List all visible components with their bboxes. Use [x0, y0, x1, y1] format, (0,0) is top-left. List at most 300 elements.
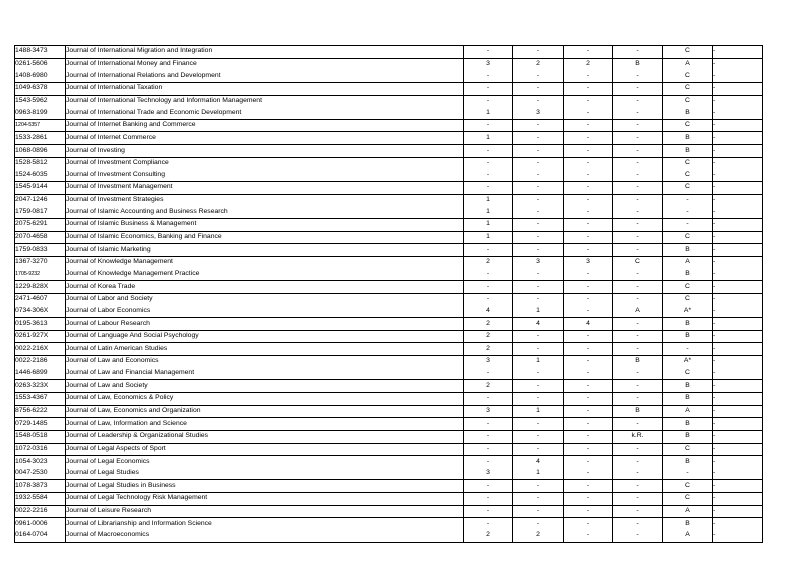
issn-cell: 2075-6291 — [15, 218, 66, 231]
rating-cell-3: - — [564, 194, 613, 206]
rating-cell-4: - — [613, 107, 663, 119]
table-row — [15, 493, 763, 506]
rating-cell-3: - — [564, 119, 613, 132]
journal-title-cell: Journal of Internet Banking and Commerce — [66, 119, 464, 132]
journal-title-cell: Journal of Leadership & Organizational Studies — [66, 430, 464, 443]
rating-cell-5: C — [663, 82, 713, 95]
rating-cell-5: C — [663, 368, 713, 380]
journal-title-cell: Journal of Law, Economics and Organization — [66, 405, 464, 418]
rating-cell-1: 2 — [464, 530, 513, 542]
rating-cell-1: 1 — [464, 218, 513, 231]
rating-cell-3: - — [564, 368, 613, 380]
rating-cell-5: B — [663, 518, 713, 530]
rating-cell-6: - — [713, 318, 763, 331]
rating-cell-4: B — [613, 58, 663, 70]
table-row — [15, 430, 763, 443]
rating-cell-3: - — [564, 392, 613, 405]
rating-cell-2: - — [513, 330, 564, 343]
issn-cell: 8756-6222 — [15, 405, 66, 418]
journal-title-cell: Journal of Legal Technology Risk Management — [66, 493, 464, 506]
rating-cell-6: - — [713, 505, 763, 518]
rating-cell-1: - — [464, 145, 513, 158]
rating-cell-4: - — [613, 82, 663, 95]
issn-cell: 1759-0817 — [15, 206, 66, 218]
rating-cell-5: C — [663, 493, 713, 506]
table-row — [15, 356, 763, 368]
rating-cell-5: A — [663, 405, 713, 418]
issn-cell: 1367-3270 — [15, 256, 66, 268]
issn-cell: 1204-5357 — [15, 119, 66, 132]
rating-cell-6: - — [713, 281, 763, 294]
rating-cell-4: - — [613, 343, 663, 356]
rating-cell-2: - — [513, 343, 564, 356]
rating-cell-6: - — [713, 269, 763, 281]
rating-cell-5: C — [663, 293, 713, 305]
table-row — [15, 418, 763, 431]
rating-cell-5: B — [663, 392, 713, 405]
rating-cell-6: - — [713, 70, 763, 82]
rating-cell-4: - — [613, 169, 663, 181]
issn-cell: 2471-4607 — [15, 293, 66, 305]
rating-cell-4: A — [613, 305, 663, 317]
rating-cell-2: - — [513, 518, 564, 530]
journal-title-cell: Journal of Investment Compliance — [66, 157, 464, 169]
journal-ratings-table — [14, 45, 763, 543]
rating-cell-3: - — [564, 418, 613, 431]
rating-cell-4: - — [613, 530, 663, 542]
table-row — [15, 194, 763, 206]
rating-cell-2: - — [513, 82, 564, 95]
rating-cell-1: 2 — [464, 380, 513, 393]
issn-cell: 0261-5606 — [15, 58, 66, 70]
rating-cell-4: - — [613, 443, 663, 456]
rating-cell-2: - — [513, 493, 564, 506]
table-row — [15, 119, 763, 132]
issn-cell: 0022-2186 — [15, 356, 66, 368]
rating-cell-2: - — [513, 119, 564, 132]
rating-cell-3: - — [564, 380, 613, 393]
table-row — [15, 157, 763, 169]
rating-cell-3: - — [564, 493, 613, 506]
rating-cell-3: - — [564, 169, 613, 181]
rating-cell-1: 2 — [464, 318, 513, 331]
rating-cell-6: - — [713, 256, 763, 268]
rating-cell-6: - — [713, 293, 763, 305]
journal-title-cell: Journal of Macroeconomics — [66, 530, 464, 542]
table-row — [15, 468, 763, 480]
rating-cell-4: - — [613, 493, 663, 506]
journal-title-cell: Journal of Investment Consulting — [66, 169, 464, 181]
journal-title-cell: Journal of Law, Economics & Policy — [66, 392, 464, 405]
journal-title-cell: Journal of Islamic Economics, Banking and Finance — [66, 231, 464, 244]
rating-cell-6: - — [713, 169, 763, 181]
rating-cell-2: - — [513, 194, 564, 206]
rating-cell-3: - — [564, 46, 613, 59]
rating-cell-4: - — [613, 368, 663, 380]
rating-cell-5: C — [663, 231, 713, 244]
rating-cell-6: - — [713, 132, 763, 145]
issn-cell: 1548-0518 — [15, 430, 66, 443]
rating-cell-4: - — [613, 95, 663, 107]
table-row — [15, 443, 763, 456]
journal-title-cell: Journal of Islamic Accounting and Business Research — [66, 206, 464, 218]
rating-cell-6: - — [713, 182, 763, 195]
rating-cell-3: - — [564, 182, 613, 195]
journal-title-cell: Journal of Law and Society — [66, 380, 464, 393]
journal-title-cell: Journal of International Trade and Economic Development — [66, 107, 464, 119]
rating-cell-6: - — [713, 418, 763, 431]
table-row — [15, 480, 763, 493]
rating-cell-3: 3 — [564, 256, 613, 268]
rating-cell-5: B — [663, 330, 713, 343]
table-row — [15, 132, 763, 145]
issn-cell: 1543-5962 — [15, 95, 66, 107]
rating-cell-4: - — [613, 46, 663, 59]
rating-cell-2: 2 — [513, 58, 564, 70]
rating-cell-5: C — [663, 169, 713, 181]
rating-cell-1: - — [464, 46, 513, 59]
rating-cell-6: - — [713, 343, 763, 356]
rating-cell-3: - — [564, 456, 613, 468]
rating-cell-2: - — [513, 269, 564, 281]
table-row — [15, 380, 763, 393]
table-row — [15, 269, 763, 281]
journal-title-cell: Journal of Law, Information and Science — [66, 418, 464, 431]
issn-cell: 1528-5812 — [15, 157, 66, 169]
issn-cell: 1049-6378 — [15, 82, 66, 95]
rating-cell-1: 4 — [464, 305, 513, 317]
rating-cell-2: - — [513, 244, 564, 257]
issn-cell: 1446-6899 — [15, 368, 66, 380]
issn-cell: 0022-2216 — [15, 505, 66, 518]
rating-cell-5: B — [663, 456, 713, 468]
rating-cell-3: - — [564, 218, 613, 231]
rating-cell-5: C — [663, 480, 713, 493]
rating-cell-2: - — [513, 206, 564, 218]
rating-cell-4: - — [613, 119, 663, 132]
rating-cell-2: - — [513, 157, 564, 169]
rating-cell-4: B — [613, 405, 663, 418]
table-row — [15, 330, 763, 343]
rating-cell-4: - — [613, 218, 663, 231]
table-row — [15, 281, 763, 294]
journal-title-cell: Journal of Leisure Research — [66, 505, 464, 518]
rating-cell-3: - — [564, 405, 613, 418]
rating-cell-6: - — [713, 58, 763, 70]
table-row — [15, 405, 763, 418]
rating-cell-2: - — [513, 169, 564, 181]
rating-cell-6: - — [713, 231, 763, 244]
table-row — [15, 206, 763, 218]
rating-cell-6: - — [713, 244, 763, 257]
rating-cell-2: - — [513, 443, 564, 456]
rating-cell-5: C — [663, 157, 713, 169]
rating-cell-2: 1 — [513, 468, 564, 480]
issn-cell: 1524-6035 — [15, 169, 66, 181]
rating-cell-3: - — [564, 244, 613, 257]
rating-cell-2: 1 — [513, 305, 564, 317]
rating-cell-1: - — [464, 368, 513, 380]
rating-cell-2: - — [513, 368, 564, 380]
rating-cell-2: 4 — [513, 318, 564, 331]
rating-cell-6: - — [713, 206, 763, 218]
rating-cell-4: - — [613, 480, 663, 493]
rating-cell-5: A — [663, 58, 713, 70]
rating-cell-4: - — [613, 157, 663, 169]
journal-title-cell: Journal of Islamic Marketing — [66, 244, 464, 257]
rating-cell-4: - — [613, 456, 663, 468]
rating-cell-1: - — [464, 430, 513, 443]
rating-cell-5: C — [663, 70, 713, 82]
journal-title-cell: Journal of Language And Social Psychology — [66, 330, 464, 343]
table-row — [15, 456, 763, 468]
rating-cell-6: - — [713, 392, 763, 405]
rating-cell-6: - — [713, 107, 763, 119]
rating-cell-2: - — [513, 218, 564, 231]
rating-cell-1: - — [464, 456, 513, 468]
rating-cell-4: - — [613, 392, 663, 405]
rating-cell-5: C — [663, 46, 713, 59]
rating-cell-3: - — [564, 305, 613, 317]
journal-title-cell: Journal of Investment Strategies — [66, 194, 464, 206]
rating-cell-1: 3 — [464, 468, 513, 480]
table-row — [15, 82, 763, 95]
rating-cell-3: - — [564, 82, 613, 95]
rating-cell-5: B — [663, 318, 713, 331]
rating-cell-6: - — [713, 456, 763, 468]
rating-cell-1: 1 — [464, 206, 513, 218]
rating-cell-3: 2 — [564, 58, 613, 70]
issn-cell: 0734-306X — [15, 305, 66, 317]
rating-cell-1: - — [464, 70, 513, 82]
journal-title-cell: Journal of Legal Studies in Business — [66, 480, 464, 493]
rating-cell-5: B — [663, 269, 713, 281]
rating-cell-5: - — [663, 218, 713, 231]
rating-cell-5: C — [663, 443, 713, 456]
rating-cell-6: - — [713, 480, 763, 493]
rating-cell-2: - — [513, 145, 564, 158]
rating-cell-4: - — [613, 244, 663, 257]
rating-cell-6: - — [713, 194, 763, 206]
issn-cell: 1545-9144 — [15, 182, 66, 195]
rating-cell-4: - — [613, 182, 663, 195]
rating-cell-4: - — [613, 70, 663, 82]
rating-cell-3: - — [564, 480, 613, 493]
rating-cell-2: - — [513, 132, 564, 145]
issn-cell: 2047-1246 — [15, 194, 66, 206]
rating-cell-1: 1 — [464, 231, 513, 244]
journal-title-cell: Journal of Legal Economics — [66, 456, 464, 468]
journal-title-cell: Journal of International Relations and Development — [66, 70, 464, 82]
rating-cell-1: - — [464, 281, 513, 294]
rating-cell-3: - — [564, 530, 613, 542]
issn-cell: 0261-927X — [15, 330, 66, 343]
rating-cell-6: - — [713, 218, 763, 231]
journal-title-cell: Journal of Law and Economics — [66, 356, 464, 368]
journal-title-cell: Journal of Labor and Society — [66, 293, 464, 305]
issn-cell: 0047-2530 — [15, 468, 66, 480]
rating-cell-2: - — [513, 231, 564, 244]
rating-cell-1: - — [464, 293, 513, 305]
journal-title-cell: Journal of Investing — [66, 145, 464, 158]
rating-cell-1: - — [464, 82, 513, 95]
rating-cell-4: - — [613, 468, 663, 480]
rating-cell-4: - — [613, 145, 663, 158]
rating-cell-1: - — [464, 95, 513, 107]
table-row — [15, 256, 763, 268]
rating-cell-5: C — [663, 182, 713, 195]
rating-cell-4: - — [613, 293, 663, 305]
rating-cell-5: C — [663, 119, 713, 132]
rating-cell-4: - — [613, 281, 663, 294]
rating-cell-2: 1 — [513, 356, 564, 368]
rating-cell-5: C — [663, 95, 713, 107]
rating-cell-5: B — [663, 244, 713, 257]
journal-title-cell: Journal of Korea Trade — [66, 281, 464, 294]
journal-title-cell: Journal of International Technology and Information Management — [66, 95, 464, 107]
rating-cell-3: - — [564, 430, 613, 443]
rating-cell-1: - — [464, 182, 513, 195]
rating-cell-6: - — [713, 157, 763, 169]
rating-cell-6: - — [713, 330, 763, 343]
rating-cell-2: 1 — [513, 405, 564, 418]
table-row — [15, 530, 763, 542]
rating-cell-3: - — [564, 70, 613, 82]
issn-cell: 1054-3023 — [15, 456, 66, 468]
rating-cell-6: - — [713, 493, 763, 506]
rating-cell-2: - — [513, 95, 564, 107]
table-row — [15, 169, 763, 181]
rating-cell-3: - — [564, 443, 613, 456]
rating-cell-3: - — [564, 95, 613, 107]
rating-cell-3: - — [564, 518, 613, 530]
rating-cell-5: A* — [663, 305, 713, 317]
rating-cell-5: C — [663, 281, 713, 294]
table-row — [15, 46, 763, 59]
rating-cell-5: B — [663, 418, 713, 431]
rating-cell-1: - — [464, 244, 513, 257]
rating-cell-1: 3 — [464, 405, 513, 418]
journal-title-cell: Journal of Knowledge Management Practice — [66, 269, 464, 281]
rating-cell-6: - — [713, 82, 763, 95]
rating-cell-3: - — [564, 293, 613, 305]
journal-title-cell: Journal of Knowledge Management — [66, 256, 464, 268]
issn-cell: 0729-1485 — [15, 418, 66, 431]
issn-cell: 1488-3473 — [15, 46, 66, 59]
rating-cell-6: - — [713, 46, 763, 59]
rating-cell-5: A — [663, 530, 713, 542]
rating-cell-5: B — [663, 380, 713, 393]
issn-cell: 2070-4658 — [15, 231, 66, 244]
rating-cell-3: - — [564, 132, 613, 145]
rating-cell-6: - — [713, 145, 763, 158]
rating-cell-6: - — [713, 368, 763, 380]
rating-cell-6: - — [713, 405, 763, 418]
rating-cell-1: 2 — [464, 256, 513, 268]
rating-cell-2: 3 — [513, 256, 564, 268]
rating-cell-6: - — [713, 119, 763, 132]
table-row — [15, 58, 763, 70]
rating-cell-1: 1 — [464, 132, 513, 145]
rating-cell-3: - — [564, 206, 613, 218]
rating-cell-1: - — [464, 505, 513, 518]
issn-cell: 1068-0896 — [15, 145, 66, 158]
rating-cell-1: - — [464, 119, 513, 132]
journal-title-cell: Journal of Investment Management — [66, 182, 464, 195]
rating-cell-1: - — [464, 443, 513, 456]
journal-title-cell: Journal of Legal Studies — [66, 468, 464, 480]
rating-cell-2: 3 — [513, 107, 564, 119]
issn-cell: 1932-5584 — [15, 493, 66, 506]
journal-title-cell: Journal of Legal Aspects of Sport — [66, 443, 464, 456]
rating-cell-2: - — [513, 480, 564, 493]
table-row — [15, 505, 763, 518]
rating-cell-2: 4 — [513, 456, 564, 468]
rating-cell-6: - — [713, 95, 763, 107]
issn-cell: 0195-3613 — [15, 318, 66, 331]
rating-cell-4: - — [613, 194, 663, 206]
issn-cell: 1533-2861 — [15, 132, 66, 145]
journal-title-cell: Journal of Internet Commerce — [66, 132, 464, 145]
journal-title-cell: Journal of Latin American Studies — [66, 343, 464, 356]
rating-cell-5: A — [663, 256, 713, 268]
rating-cell-1: 2 — [464, 330, 513, 343]
issn-cell: 0263-323X — [15, 380, 66, 393]
table-row — [15, 368, 763, 380]
rating-cell-4: k.R. — [613, 430, 663, 443]
rating-cell-3: 4 — [564, 318, 613, 331]
rating-cell-1: - — [464, 269, 513, 281]
rating-cell-4: - — [613, 132, 663, 145]
table-row — [15, 244, 763, 257]
issn-cell: 1705-9232 — [15, 269, 66, 281]
rating-cell-3: - — [564, 281, 613, 294]
rating-cell-6: - — [713, 468, 763, 480]
rating-cell-5: - — [663, 343, 713, 356]
table-row — [15, 305, 763, 317]
rating-cell-3: - — [564, 468, 613, 480]
rating-cell-5: - — [663, 468, 713, 480]
rating-cell-4: - — [613, 505, 663, 518]
rating-cell-6: - — [713, 430, 763, 443]
journal-title-cell: Journal of Librarianship and Information Science — [66, 518, 464, 530]
rating-cell-5: A — [663, 505, 713, 518]
rating-cell-1: 3 — [464, 58, 513, 70]
rating-cell-5: B — [663, 430, 713, 443]
rating-cell-1: - — [464, 157, 513, 169]
rating-cell-1: - — [464, 480, 513, 493]
issn-cell: 1553-4367 — [15, 392, 66, 405]
issn-cell: 0164-0704 — [15, 530, 66, 542]
issn-cell: 0963-8199 — [15, 107, 66, 119]
issn-cell: 1759-0833 — [15, 244, 66, 257]
rating-cell-4: - — [613, 380, 663, 393]
rating-cell-2: - — [513, 46, 564, 59]
rating-cell-5: B — [663, 107, 713, 119]
journal-title-cell: Journal of International Migration and Integration — [66, 46, 464, 59]
rating-cell-2: 2 — [513, 530, 564, 542]
rating-cell-2: - — [513, 281, 564, 294]
rating-cell-4: - — [613, 206, 663, 218]
rating-cell-2: - — [513, 418, 564, 431]
rating-cell-5: B — [663, 132, 713, 145]
rating-cell-6: - — [713, 356, 763, 368]
rating-cell-4: - — [613, 269, 663, 281]
rating-cell-1: 1 — [464, 107, 513, 119]
table-row — [15, 518, 763, 530]
rating-cell-1: 3 — [464, 356, 513, 368]
rating-cell-4: - — [613, 518, 663, 530]
